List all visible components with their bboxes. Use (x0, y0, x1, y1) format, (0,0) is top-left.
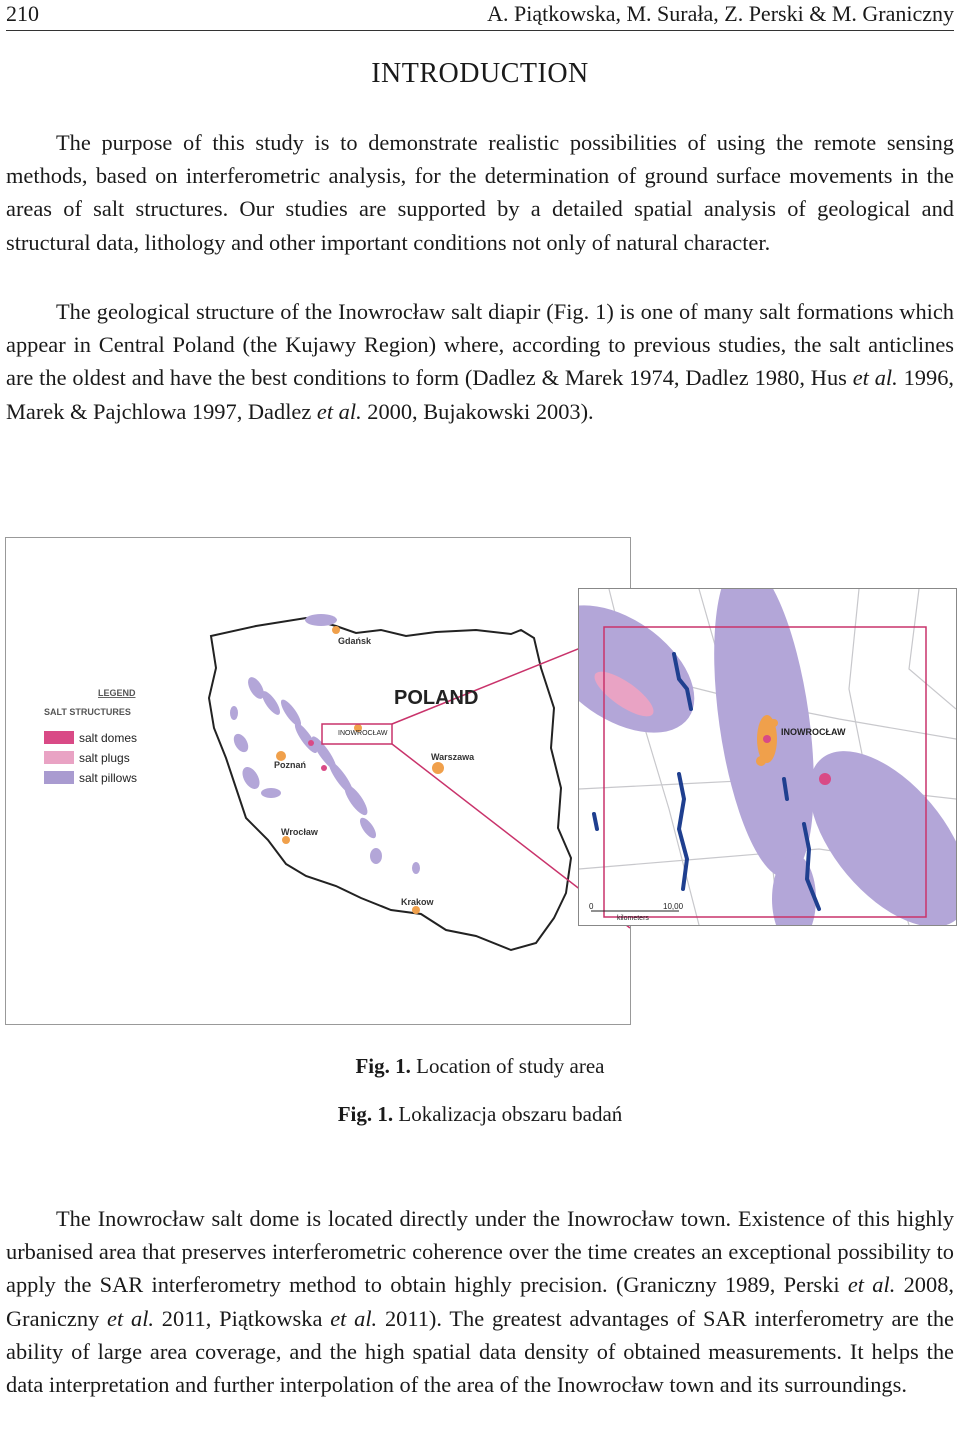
paragraph-1 (6, 126, 954, 259)
legend-swatch-domes (44, 731, 74, 744)
legend-swatch-plugs (44, 751, 74, 764)
legend-label-pillows: salt pillows (79, 771, 138, 785)
caption-english-text: Location of study area (416, 1054, 605, 1078)
inset-salt-dome-east (819, 773, 831, 785)
paragraph-2-etal-2: et al. (316, 398, 362, 424)
scale-end: 10,00 (663, 902, 684, 911)
paragraph-2-text-b: 1996, Marek & Pajchlowa 1997, Dadlez (6, 365, 954, 424)
label-inowroclaw-small: INOWROCŁAW (338, 730, 388, 737)
poland-outline (209, 618, 571, 950)
paragraph-2-etal-1: et al. (852, 365, 898, 391)
section-title: INTRODUCTION (371, 58, 589, 89)
label-warszawa: Warszawa (431, 752, 475, 762)
figure-1-map (5, 537, 631, 1025)
caption-polish-text: Lokalizacja obszaru badań (398, 1102, 623, 1126)
label-gdansk: Gdańsk (338, 636, 372, 646)
caption-polish-label: Fig. 1. (337, 1102, 394, 1126)
label-wroclaw: Wrocław (281, 827, 318, 837)
paragraph-2 (6, 295, 954, 428)
paragraph-2-text-a: The geological structure of the Inowrocław salt diapir (Fig. 1) is one of many salt formations which appear in Central Poland (the Kujawy Region) where, according to previous studies, the salt anticlines are the oldest and have the best conditions to form (Dadlez & Marek 1974, Dadlez 1980, Hus (6, 299, 954, 391)
scale-start: 0 (589, 902, 594, 911)
legend-label-domes: salt domes (79, 731, 138, 745)
page-number: 210 (6, 1, 39, 26)
caption-english (0, 1054, 960, 1079)
paragraph-3-etal-3: et al. (330, 1305, 378, 1331)
scale-unit: kilometers (617, 915, 649, 922)
map-title: POLAND (394, 687, 479, 709)
page-header (6, 0, 954, 31)
paragraph-3-etal-2: et al. (107, 1305, 155, 1331)
paragraph-3-text-d: 2011). The greatest advantages of SAR interferometry are the ability of large area coverage, and the high spatial data density of obtained measurements. It helps the data interpretation and further interpolation of the area of the Inowrocław town and its surroundings. (6, 1305, 954, 1398)
figure-1-inset-map (578, 588, 957, 926)
inset-salt-dome-town (763, 735, 771, 743)
caption-polish (0, 1102, 960, 1127)
paragraph-3-text-b: 2008, Graniczny (6, 1272, 954, 1331)
legend-label-plugs: salt plugs (79, 751, 130, 765)
label-krakow: Krakow (401, 897, 434, 907)
label-poznan: Poznań (274, 760, 307, 770)
inset-city-label: INOWROCŁAW (781, 727, 846, 737)
legend-title: LEGEND (98, 688, 136, 698)
paragraph-3-text-a: The Inowrocław salt dome is located directly under the Inowrocław town. Existence of this highly urbanised area that preserves interferometric coherence over the time creates an exceptional possibility to apply the SAR interferometry method to obtain highly precision. (Graniczny 1989, Perski (6, 1206, 954, 1298)
paragraph-3 (6, 1202, 954, 1401)
caption-english-label: Fig. 1. (355, 1054, 411, 1078)
running-head-authors: A. Piątkowska, M. Surała, Z. Perski & M. Graniczny (487, 1, 954, 26)
legend-subtitle: SALT STRUCTURES (44, 707, 131, 717)
legend-swatch-pillows (44, 771, 74, 784)
paragraph-3-etal-1: et al. (847, 1272, 896, 1298)
paragraph-3-text-c: 2011, Piątkowska (154, 1305, 331, 1331)
paragraph-2-text-c: 2000, Bujakowski 2003). (361, 398, 594, 424)
paragraph-1-text: The purpose of this study is to demonstrate realistic possibilities of using the remote sensing methods, based on interferometric analysis, for the determination of ground surface movements in the areas of salt structures. Our studies are supported by a detailed spatial analysis of geological and structural data, lithology and other important conditions not only of natural character. (6, 130, 954, 255)
